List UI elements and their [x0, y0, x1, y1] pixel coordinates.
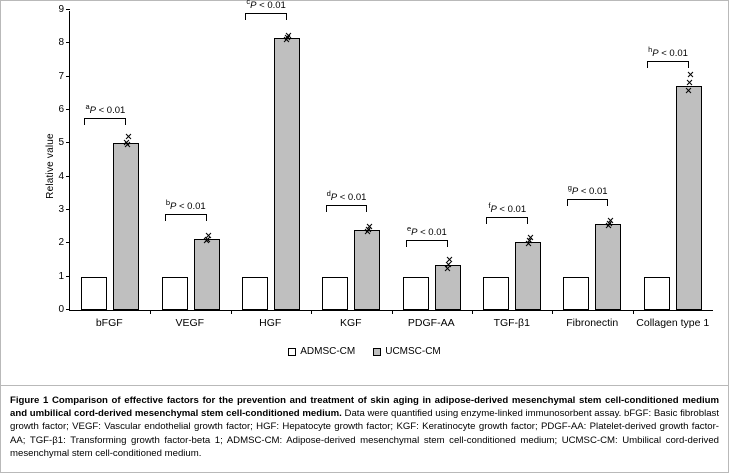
data-point-marker: [527, 234, 534, 241]
bar-treatment: [113, 143, 139, 310]
data-point-marker: [445, 261, 452, 268]
bar-control: [644, 277, 670, 310]
x-axis-label: TGF-β1: [493, 317, 530, 329]
data-point-marker: [446, 256, 453, 263]
figure-caption-body: Data were quantified using enzyme-linked immunosorbent assay. bFGF: Basic fibroblast growth factor; VEGF: Vascular endothelial growth factor; HGF: Hepatocyte growth factor; KGF: Keratinocyte growth factor; PDGF-AA: Platelet-derived growth factor-AA; TGF-β1: Transforming growth factor-beta 1; ADMSC-CM: Adipose-derived mesenchymal stem cell-conditioned medium; UCMSC-CM: Umbilical cord-derived mesenchymal stem cell-conditioned medium.: [10, 408, 719, 459]
y-axis-tick-label: 9: [58, 4, 64, 15]
bar-group: [633, 11, 713, 310]
bar-treatment: [515, 242, 541, 310]
data-point-marker: [687, 71, 694, 78]
data-point-marker: [284, 34, 291, 41]
legend-item-treatment: [373, 346, 441, 357]
p-value-label: $^g$P < 0.01: [567, 182, 608, 197]
bar-control: [242, 277, 268, 310]
x-axis-label: Fibronectin: [566, 317, 619, 329]
p-value-label: $^f$P < 0.01: [488, 200, 527, 215]
bar-group: [231, 11, 311, 310]
bar-control: [81, 277, 107, 310]
chart-legend: [1, 346, 728, 357]
bar-group: [472, 11, 552, 310]
bar-group: [150, 11, 230, 310]
bar-treatment: [435, 265, 461, 310]
bar-control: [162, 277, 188, 310]
x-axis-divider: [150, 310, 151, 314]
x-axis-label: PDGF-AA: [407, 317, 455, 329]
data-point-marker: [203, 237, 210, 244]
p-value-label: $^a$P < 0.01: [85, 101, 126, 116]
p-value-label: $^d$P < 0.01: [326, 188, 367, 203]
bar-control: [483, 277, 509, 310]
x-axis-divider: [311, 310, 312, 314]
legend-swatch-treatment: [373, 348, 381, 356]
bar-treatment: [194, 239, 220, 310]
bar-groups: [70, 11, 713, 310]
data-point-marker: [285, 32, 292, 39]
data-point-marker: [125, 133, 132, 140]
x-axis-label: Collagen type 1: [636, 317, 710, 329]
data-point-marker: [607, 217, 614, 224]
data-point-marker: [526, 237, 533, 244]
figure-caption-title: Figure 1 Comparison of effective factors for the prevention and treatment of skin aging in adipose-derived mesenchymal stem cell-conditioned medium and umbilical cord-derived mesenchymal stem cell-conditioned medium.: [10, 395, 719, 420]
y-axis-tick-label: 1: [58, 270, 64, 282]
x-axis-divider: [552, 310, 553, 314]
x-axis-labels: [69, 317, 713, 329]
data-point-marker: [606, 220, 613, 227]
legend-label-treatment: UCMSC-CM: [385, 346, 441, 357]
y-axis-title: Relative value: [45, 133, 56, 199]
x-axis-label: bFGF: [95, 317, 123, 329]
p-value-label: $^b$P < 0.01: [165, 198, 206, 213]
data-point-marker: [685, 87, 692, 94]
bar-treatment: [354, 230, 380, 310]
bar-control: [563, 277, 589, 310]
y-axis-tick-label: 2: [58, 237, 64, 249]
x-axis-divider: [472, 310, 473, 314]
data-point-marker: [686, 79, 693, 86]
x-axis-label: HGF: [259, 317, 282, 329]
y-axis-tick-label: 8: [58, 37, 64, 49]
legend-label-control: ADMSC-CM: [300, 346, 356, 357]
data-point-marker: [525, 240, 532, 247]
y-axis-tick-label: 6: [58, 104, 64, 115]
y-axis-tick-label: 5: [58, 137, 64, 149]
y-axis-tick-label: 0: [58, 304, 64, 315]
data-point-marker: [366, 223, 373, 230]
data-point-marker: [205, 232, 212, 239]
data-point-marker: [123, 139, 130, 146]
bar-group: [552, 11, 632, 310]
y-axis-tick-mark: [66, 9, 70, 10]
y-axis-tick-label: 3: [58, 204, 64, 215]
y-axis-tick-label: 4: [58, 170, 64, 182]
figure-caption: [1, 385, 728, 472]
data-point-marker: [283, 36, 290, 43]
bar-control: [322, 277, 348, 310]
data-point-marker: [124, 141, 131, 148]
data-point-marker: [204, 236, 211, 243]
bar-group: [70, 11, 150, 310]
y-axis-tick-label: 7: [58, 70, 64, 82]
data-point-marker: [365, 226, 372, 233]
plot-area: [58, 0, 713, 315]
p-value-label: $^c$P < 0.01: [246, 0, 286, 12]
p-value-label: $^e$P < 0.01: [406, 223, 447, 238]
bar-treatment: [274, 38, 300, 310]
bar-group: [311, 11, 391, 310]
chart-panel: [1, 1, 728, 385]
legend-swatch-control: [288, 348, 296, 356]
legend-item-control: [288, 346, 355, 357]
bar-treatment: [595, 224, 621, 310]
data-point-marker: [444, 265, 451, 272]
data-point-marker: [364, 228, 371, 235]
x-axis-divider: [392, 310, 393, 314]
x-axis-label: VEGF: [175, 317, 205, 329]
p-value-label: $^h$P < 0.01: [648, 44, 688, 59]
bar-control: [403, 277, 429, 310]
x-axis-label: KGF: [339, 317, 362, 329]
bar-treatment: [676, 86, 702, 310]
x-axis-divider: [231, 310, 232, 314]
bar-group: [392, 11, 472, 310]
x-axis-divider: [633, 310, 634, 314]
plot-wrapper: [41, 0, 713, 329]
data-point-marker: [605, 222, 612, 229]
